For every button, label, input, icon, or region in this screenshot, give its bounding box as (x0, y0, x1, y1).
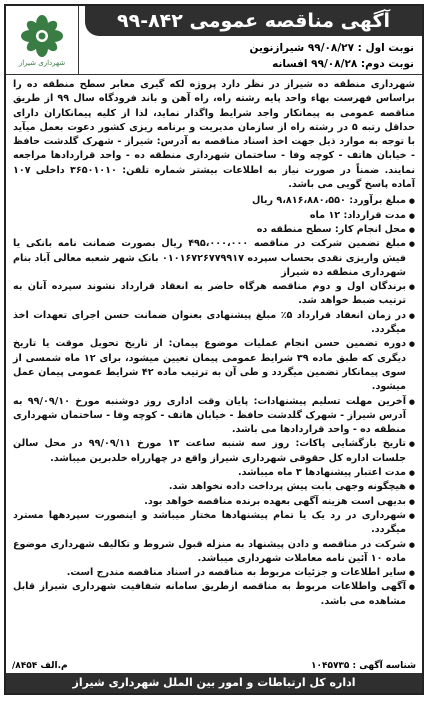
list-item: ● مدت اعتبار پیشنهادها ۳ ماه میباشد. (13, 466, 415, 480)
notice-header (6, 6, 422, 75)
list-item: ● سایر اطلاعات و جزئیات مربوط به مناقصه در اسناد مناقصه مندرج است. (13, 566, 415, 580)
notice-title: آگهی مناقصه عمومی ۸۴۲-۹۹ (85, 6, 422, 36)
list-item: ● آگهی واطلاعات مربوط به مناقصه ازطریق سامانه شفافیت شهرداری شیراز قابل مشاهده می باشد. (13, 580, 415, 609)
footer-meta (12, 661, 416, 671)
logo-caption: شهرداری شیراز (18, 58, 66, 67)
turn-first: نوبت اول : ۹۹/۰۸/۲۷ شیرازنوین (249, 42, 414, 54)
intro-paragraph: شهرداری منطقه ده شیراز در نظر دارد پروژه لکه گیری معابر سطح منطقه ده را براساس فهرست بهاء واحد پایه رشته راه، راه آهن و باند فرودگاه سال ۹۹ از طریق مناقصه عمومی به پیمانکار واجد شرایط واگذار نماید، لذا از کلیه پیمانکاران دارای حداقل رتبه ۵ در رشته راه از سازمان مدیریت و برنامه ریزی کشور دعوت بعمل میآید با توجه به موارد ذیل جهت اخذ اسناد مناقصه به آدرس: شیراز - شهرک گلدشت حافظ - خیابان هاتف - کوچه وفا - ساختمان شهرداری منطقه ده - واحد قراردادها مراجعه نمایند. ضمناً در صورت نیاز به اطلاعات بیشتر شماره تلفن: ۳۶۵۰۱۰۱۰ داخلی ۱۰۷ آماده پاسخ گویی می باشد. (13, 79, 415, 191)
list-item: ● آخرین مهلت تسلیم پیشنهادات: پایان وقت اداری روز دوشنبه مورخ ۹۹/۰۹/۱۰ به آدرس شیراز - شهرک گلدشت حافظ - خیابان هاتف - کوچه وفا - ساختمان شهرداری منطقه ده - واحد قراردادها می باشد. (13, 395, 415, 438)
notice-body (6, 75, 422, 609)
list-item: ● شهرداری در رد یک یا تمام پیشنهادها مختار میباشد و اینصورت سپردهها مسترد میگردد. (13, 509, 415, 538)
list-item: ● هیچگونه وجهی بابت پیش پرداخت داده نخواهد شد. (13, 480, 415, 494)
list-item: ● دوره تضمین حسن انجام عملیات موضوع پیمان: از تاریخ تحویل موقت یا تاریخ دیگری که طبق ماده ۳۹ شرایط عمومی پیمان تعیین میشود، برای ۱۲ ماه شمسی از سوی پیمانکار تضمین میگردد و طی آن به ترتیب ماده ۴۲ شرایط عمومی پیمان عمل میشود. (13, 337, 415, 394)
condition-list (13, 194, 415, 609)
list-item: ● مبلغ برآورد: ۹،۸۱۶،۸۸۰،۵۵۰ ریال (13, 194, 415, 208)
list-item: ● مدت قرارداد: ۱۲ ماه (13, 209, 415, 223)
notice-code: م.الف ۸۴۵۴/ (12, 661, 68, 671)
list-item: ● تاریخ بازگشایی پاکات: روز سه شنبه ساعت ۱۳ مورخ ۹۹/۰۹/۱۱ در محل سالن جلسات اداره کل حقوقی شهرداری شیراز واقع در چهارراه خلدبرین میباشد. (13, 437, 415, 466)
list-item: ● محل انجام کار: سطح منطقه ده (13, 223, 415, 237)
tender-notice (4, 4, 424, 695)
list-item: ● برندگان اول و دوم مناقصه هرگاه حاضر به انعقاد قرارداد نشوند سپرده آنان به ترتیب ضبط خواهد شد. (13, 280, 415, 309)
list-item: ● مبلغ تضمین شرکت در مناقصه ۴۹۵،۰۰۰،۰۰۰ ریال بصورت ضمانت نامه بانکی یا فیش واریزی نقدی بحساب سپرده ۰۱۰۱۶۷۲۶۷۷۹۹۱۷ بانک شهر شعبه معالی آباد بنام شهرداری منطقه ده شیراز (13, 237, 415, 280)
turn-second: نوبت دوم: ۹۹/۰۸/۲۸ افسانه (272, 58, 414, 70)
shiraz-municipality-logo (6, 6, 79, 74)
list-item: ● شرکت در مناقصه و دادن پیشنهاد به منزله قبول شروط و تکالیف شهرداری موضوع ماده ۱۰ آئین نامه معاملات شهرداری میباشد. (13, 538, 415, 567)
notice-id: شناسه آگهی : ۱۰۴۵۷۳۵ (310, 661, 416, 671)
list-item: ● در زمان انعقاد قرارداد ۵٪ مبلغ پیشنهادی بعنوان ضمانت حسن اجرای تعهدات اخذ میگردد. (13, 309, 415, 338)
list-item: ● بدیهی است هزینه آگهی بعهده برنده مناقصه خواهد بود. (13, 495, 415, 509)
flower-logo-icon (20, 14, 64, 58)
publisher-bar: اداره کل ارتباطات و امور بین الملل شهرداری شیراز (6, 673, 422, 693)
publication-turns (79, 36, 422, 72)
